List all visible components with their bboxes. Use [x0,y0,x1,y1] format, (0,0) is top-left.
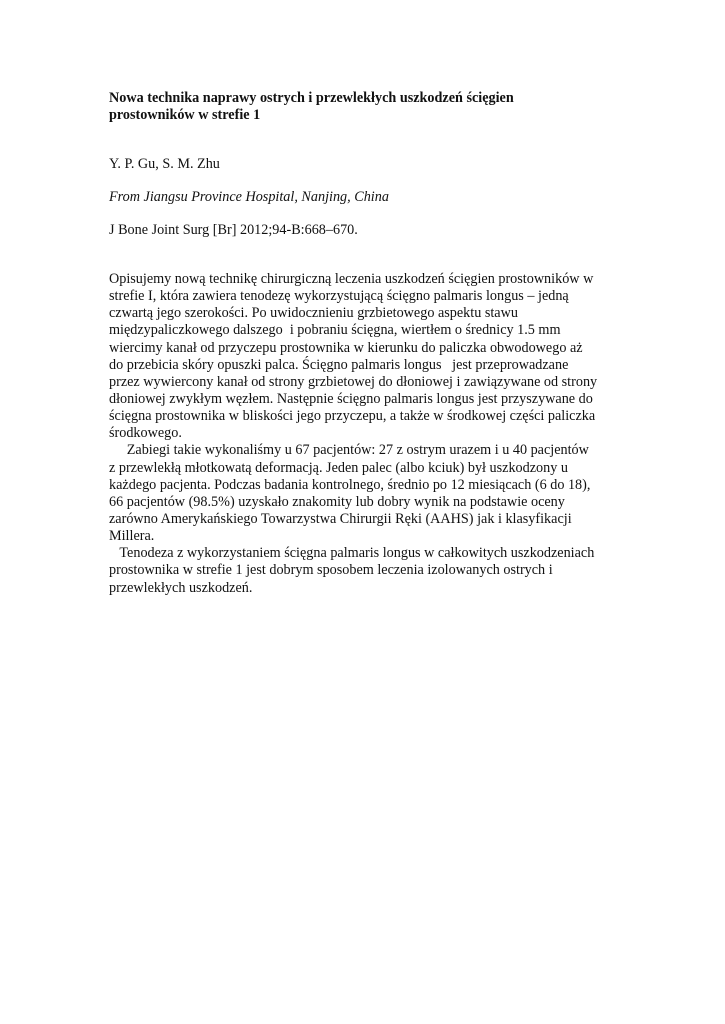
abstract-line: zarówno Amerykańskiego Towarzystwa Chirurgii Ręki (AAHS) jak i klasyfikacji [109,510,572,527]
title-line: prostowników w strefie 1 [109,107,261,124]
abstract-line: 66 pacjentów (98.5%) uzyskało znakomity lub dobry wynik na podstawie oceny [109,493,565,510]
abstract-line: czwartą jego szerokości. Po uwidocznieniu grzbietowego aspektu stawu [109,305,518,322]
abstract-line: Millera. [109,528,155,545]
abstract-line: każdego pacjenta. Podczas badania kontrolnego, średnio po 12 miesiącach (6 do 18), [109,476,591,493]
abstract-line: przewlekłych uszkodzeń. [109,579,253,596]
abstract-line: prostownika w strefie 1 jest dobrym sposobem leczenia izolowanych ostrych i [109,562,553,579]
abstract-body [109,271,639,597]
title-line: Nowa technika naprawy ostrych i przewlekłych uszkodzeń ścięgien [109,90,514,106]
abstract-line: środkowego. [109,425,182,442]
citation: J Bone Joint Surg [Br] 2012;94-B:668–670. [109,222,358,238]
abstract-line: Opisujemy nową technikę chirurgiczną leczenia uszkodzeń ścięgien prostowników w [109,271,594,287]
abstract-line: wiercimy kanał od przyczepu prostownika w kierunku do paliczka obwodowego aż [109,339,583,356]
abstract-line: strefie I, która zawiera tenodezę wykorzystującą ścięgno palmaris longus – jedną [109,288,569,305]
abstract-line: przez wywiercony kanał od strony grzbietowej do dłoniowej i zawiązywane od strony [109,373,598,390]
abstract-line: ścięgna prostownika w bliskości jego przyczepu, a także w środkowej części paliczka [109,408,596,425]
abstract-line: Zabiegi takie wykonaliśmy u 67 pacjentów: 27 z ostrym urazem i u 40 pacjentów [109,442,589,459]
abstract-line: międzypaliczkowego dalszego i pobraniu ścięgna, wiertłem o średnicy 1.5 mm [109,322,561,339]
document-title [109,90,629,124]
abstract-line: z przewlekłą młotkowatą deformacją. Jeden palec (albo kciuk) był uszkodzony u [109,459,568,476]
abstract-line: Tenodeza z wykorzystaniem ścięgna palmaris longus w całkowitych uszkodzeniach [109,545,595,562]
abstract-line: dłoniowej zwykłym węzłem. Następnie ścięgno palmaris longus jest przyszywane do [109,390,593,407]
authors: Y. P. Gu, S. M. Zhu [109,156,220,172]
abstract-line: do przebicia skóry opuszki palca. Ścięgno palmaris longus jest przeprowadzane [109,356,569,373]
affiliation: From Jiangsu Province Hospital, Nanjing, China [109,189,389,205]
